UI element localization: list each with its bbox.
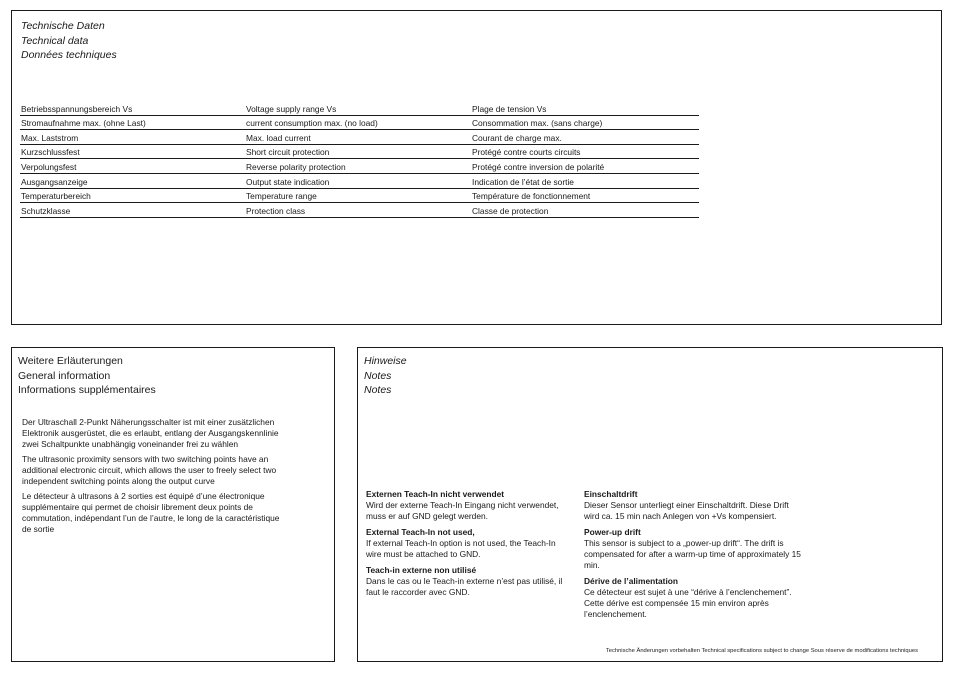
spec-label-de: Kurzschlussfest [20,144,245,159]
note-title: Dérive de l’alimentation [584,576,679,586]
spec-label-de: Stromaufnahme max. (ohne Last) [20,115,245,130]
note-title: Teach-in externe non utilisé [366,565,477,575]
spec-label-fr: Protégé contre courts circuits [471,144,699,159]
teach-in-notes [366,489,566,603]
spec-label-de: Verpolungsfest [20,159,245,174]
spec-label-en: Output state indication [245,173,471,188]
table-row [20,130,699,145]
note-item [584,527,804,571]
spec-label-de: Schutzklasse [20,203,245,218]
spec-label-en: Voltage supply range Vs [245,101,471,115]
general-information-text [22,417,290,539]
spec-label-de: Ausgangsanzeige [20,173,245,188]
spec-label-fr: Classe de protection [471,203,699,218]
spec-table [20,101,699,218]
spec-label-de: Temperaturbereich [20,188,245,203]
note-text: Ce détecteur est sujet à une “dérive à l’enclenchement”. Cette dérive est compensée 15 min environ après l’enclenchement. [584,587,792,619]
note-text: Dans le cas ou le Teach-in externe n’est pas utilisé, il faut le raccorder avec GND. [366,576,563,597]
paragraph-de: Der Ultraschall 2-Punkt Näherungsschalter ist mit einer zusätzlichen Elektronik ausgerüstet, die es erlaubt, entlang der Ausgangskennlinie zwei Schaltpunkte unabhängig voneinander frei zu wählen [22,417,279,449]
spec-label-en: Protection class [245,203,471,218]
paragraph-fr: Le détecteur à ultrasons à 2 sorties est équipé d’une électronique supplémentaire qui permet de choisir librement deux points de commutation, indépendant l’un de l’autre, le long de la caractéristique de sortie [22,491,280,534]
heading-en: General information [18,369,111,382]
general-information-panel [11,347,335,662]
note-text: Wird der externe Teach-In Eingang nicht verwendet, muss er auf GND gelegt werden. [366,500,559,521]
spec-label-fr: Indication de l’état de sortie [471,173,699,188]
table-row [20,188,699,203]
note-title: External Teach-In not used, [366,527,475,537]
paragraph-en: The ultrasonic proximity sensors with two switching points have an additional electronic circuit, which allows the user to freely select two independent switching points along the output curve [22,454,277,486]
spec-label-de: Max. Laststrom [20,130,245,145]
note-title: Externen Teach-In nicht verwendet [366,489,505,499]
power-up-drift-notes [584,489,804,625]
spec-label-fr: Consommation max. (sans charge) [471,115,699,130]
spec-label-en: Max. load current [245,130,471,145]
spec-label-de: Betriebsspannungsbereich Vs [20,101,245,115]
spec-label-en: Short circuit protection [245,144,471,159]
heading-en: Technical data [21,34,89,47]
spec-label-en: Temperature range [245,188,471,203]
note-item [584,489,804,522]
spec-label-en: Reverse polarity protection [245,159,471,174]
notes-heading [364,354,407,398]
note-item [366,489,566,522]
technical-data-heading [21,19,117,63]
spec-label-fr: Courant de charge max. [471,130,699,145]
table-row [20,159,699,174]
note-text: This sensor is subject to a „power-up drift“. The drift is compensated for after a warm-up time of approximately 15 min. [584,538,801,570]
note-item [366,527,566,560]
spec-label-en: current consumption max. (no load) [245,115,471,130]
table-row [20,173,699,188]
table-row [20,101,699,115]
spec-label-fr: Plage de tension Vs [471,101,699,115]
note-title: Einschaltdrift [584,489,638,499]
spec-label-fr: Température de fonctionnement [471,188,699,203]
note-text: Dieser Sensor unterliegt einer Einschaltdrift. Diese Drift wird ca. 15 min nach Anlegen von +Vs kompensiert. [584,500,789,521]
table-row [20,203,699,218]
disclaimer-footer: Technische Änderungen vorbehalten Technical specifications subject to change Sous réserve de modifications techniques [605,648,918,654]
heading-de: Weitere Erläuterungen [18,355,123,367]
heading-fr: Données techniques [21,49,117,61]
general-information-heading [18,354,156,398]
table-row [20,115,699,130]
note-item [584,576,804,620]
spec-label-fr: Protégé contre inversion de polarité [471,159,699,174]
heading-de: Technische Daten [21,20,105,32]
note-text: If external Teach-In option is not used, the Teach-In wire must be attached to GND. [366,538,556,559]
table-row [20,144,699,159]
note-item [366,565,566,598]
heading-fr: Informations supplémentaires [18,384,156,396]
heading-fr: Notes [364,384,392,396]
heading-de: Hinweise [364,355,407,367]
heading-en: Notes [364,369,392,382]
note-title: Power-up drift [584,527,641,537]
technical-data-panel [11,10,942,325]
notes-panel [357,347,943,662]
